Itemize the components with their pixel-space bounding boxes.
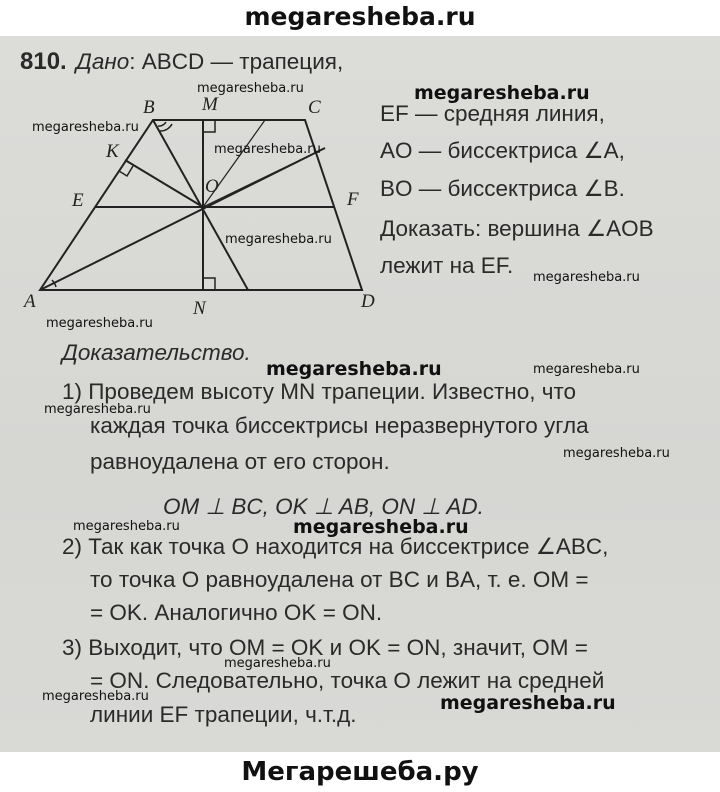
- given-line-4: BO — биссектриса ∠B.: [380, 176, 625, 201]
- label-f: F: [347, 189, 359, 210]
- proof-heading: Доказательство.: [62, 340, 251, 365]
- watermark-big: megaresheba.ru: [414, 82, 590, 104]
- given-label: Дано: [76, 49, 130, 74]
- trapezoid-figure: [0, 36, 380, 319]
- prove-line-1: Доказать: вершина ∠AOB: [380, 216, 654, 241]
- watermark: megaresheba.ru: [73, 519, 180, 534]
- watermark: megaresheba.ru: [533, 270, 640, 285]
- step3-line-1: 3) Выходит, что OM = OK и OK = ON, значит, OM =: [62, 635, 588, 660]
- label-a: A: [24, 291, 36, 312]
- label-d: D: [361, 291, 375, 312]
- watermark: megaresheba.ru: [32, 120, 139, 135]
- watermark: megaresheba.ru: [224, 656, 331, 671]
- watermark: megaresheba.ru: [197, 81, 304, 96]
- site-footer[interactable]: Мегарешеба.ру: [0, 752, 720, 792]
- step1-line-1: 1) Проведем высоту MN трапеции. Известно, что: [62, 379, 577, 404]
- watermark-big: megaresheba.ru: [293, 516, 469, 538]
- watermark: megaresheba.ru: [563, 446, 670, 461]
- step2-line-2: то точка O равноудалена от BC и BA, т. е. OM =: [90, 567, 589, 592]
- right-angle-m: [203, 120, 215, 132]
- right-angle-n: [203, 278, 215, 290]
- label-m: M: [202, 94, 218, 115]
- watermark: megaresheba.ru: [42, 689, 149, 704]
- given-line-3: AO — биссектриса ∠A,: [380, 138, 625, 163]
- step1-line-2: каждая точка биссектрисы неразвернутого угла: [90, 413, 589, 438]
- textbook-page: [0, 36, 720, 752]
- step1-line-3: равноудалена от его сторон.: [90, 449, 390, 474]
- watermark: megaresheba.ru: [44, 402, 151, 417]
- given-line-2: EF — средняя линия,: [380, 101, 605, 126]
- watermark-big: megaresheba.ru: [266, 358, 442, 380]
- watermark: megaresheba.ru: [225, 232, 332, 247]
- label-n: N: [193, 298, 206, 319]
- step2-line-1: 2) Так как точка O находится на биссектрисе ∠ABC,: [62, 534, 609, 559]
- step3-line-2: = ON. Следовательно, точка O лежит на средней: [90, 668, 605, 693]
- watermark-big: megaresheba.ru: [440, 692, 616, 714]
- step2-line-3: = OK. Аналогично OK = ON.: [90, 600, 383, 625]
- step3-line-3: линии EF трапеции, ч.т.д.: [90, 702, 357, 727]
- problem-number: 810.: [20, 48, 67, 75]
- segment-ok: [125, 160, 203, 207]
- watermark: megaresheba.ru: [533, 362, 640, 377]
- label-o: O: [205, 176, 219, 197]
- label-b: B: [143, 97, 155, 118]
- prove-line-2: лежит на EF.: [380, 253, 514, 278]
- watermark: megaresheba.ru: [214, 142, 321, 157]
- angle-arc-b1: [158, 122, 166, 126]
- given-text: : ABCD — трапеция,: [129, 49, 344, 74]
- site-header[interactable]: megaresheba.ru: [0, 0, 720, 36]
- watermark: megaresheba.ru: [46, 316, 153, 331]
- label-e: E: [72, 190, 84, 211]
- label-k: K: [106, 141, 119, 162]
- label-c: C: [308, 97, 321, 118]
- formula-perpendiculars: OM ⊥ BC, OK ⊥ AB, ON ⊥ AD.: [163, 494, 484, 519]
